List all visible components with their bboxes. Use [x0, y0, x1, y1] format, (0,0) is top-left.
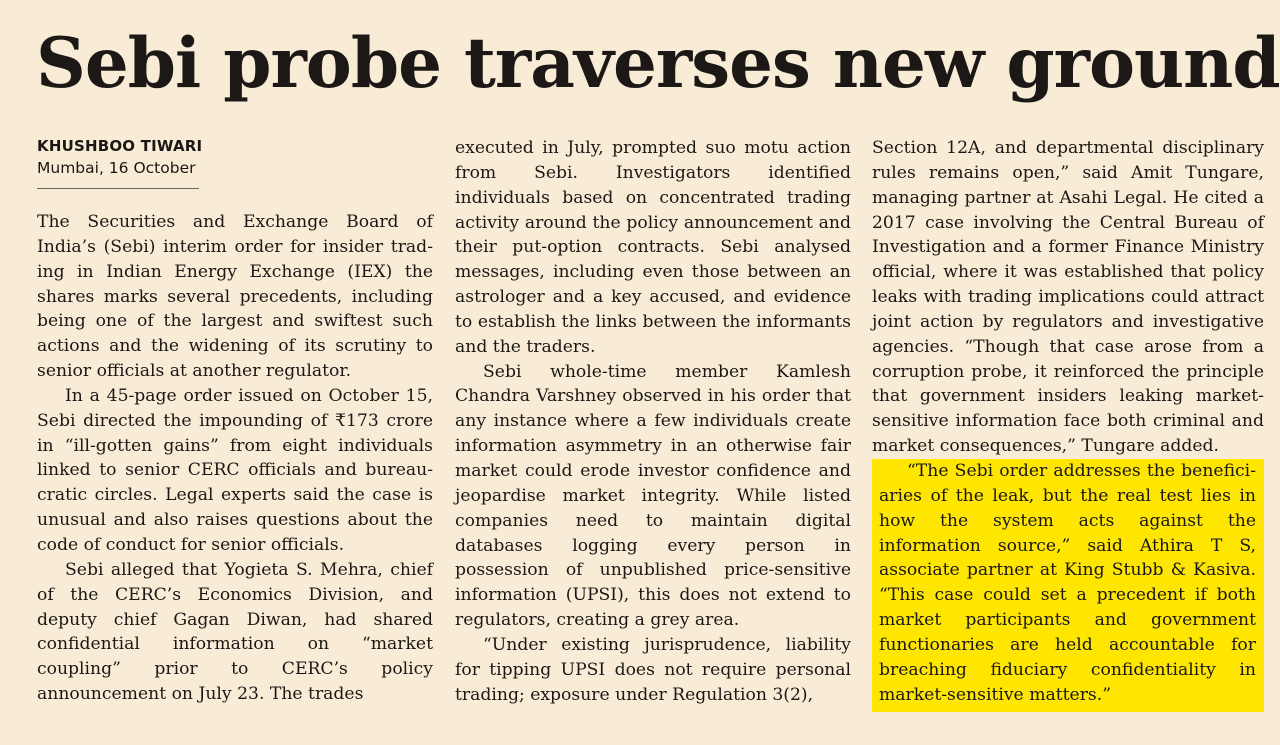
- paragraph-1: The Securities and Exchange Board of India’s (Sebi) interim order for insider trading in Indian Energy Exchange (IEX) the shares marks several precedents, including being one of the largest and swiftest such actions and the widening of its scrutiny to senior officials at another regulator.: [37, 212, 433, 382]
- paragraph-5-continued: Section 12A, and departmental disciplinary rules remains open,” said Amit Tungare, managing partner at Asahi Legal. He cited a 2017 case involving the Central Bureau of Investigation and a former Finance Ministry official, where it was established that policy leaks with trading implications could attract joint action by regulators and investigative agencies. “Though that case arose from a corruption probe, it reinforced the principle that government insiders leaking market-sensitive information face both criminal and market consequences,” Tungare added.: [872, 138, 1264, 457]
- author-name: KHUSHBOO TIWARI: [37, 137, 203, 155]
- article-column-3: [872, 136, 1264, 710]
- paragraph-5-start: “Under existing jurisprudence, liability for tipping UPSI does not require personal trading; exposure under Regulation 3(2),: [455, 634, 851, 705]
- headline: Sebi probe traverses new ground: [36, 23, 1280, 104]
- article-column-2: [455, 136, 851, 707]
- highlighted-quote: “The Sebi order addresses the beneficiaries of the leak, but the real test lies in how the system acts against the information source,” said Athira T S, associate partner at King Stubb & Kasiva. “This case could set a precedent if both market participants and government functionaries are held accountable for breaching fiduciary confidentiality in market-sensitive matters.”: [872, 459, 1264, 710]
- paragraph-3-continued: executed in July, prompted suo motu action from Sebi. Investigators identified individuals based on concentrated trading activity around the policy announcement and their put-option contracts. Sebi analysed messages, including even those between an astrologer and a key accused, and evidence to establish the links between the informants and the traders.: [455, 138, 851, 357]
- byline: [37, 136, 203, 189]
- dateline: Mumbai, 16 October: [37, 159, 196, 177]
- paragraph-3-start: Sebi alleged that Yogieta S. Mehra, chief of the CERC’s Economics Division, and deputy chief Gagan Diwan, had shared confidential information on “market coupling” prior to CERC’s policy announcement on July 23. The trades: [37, 559, 433, 705]
- paragraph-2: In a 45-page order issued on October 15, Sebi directed the impounding of ₹173 crore in “ill-gotten gains” from eight individuals linked to senior CERC officials and bureaucratic circles. Legal experts said the case is unusual and also raises questions about the code of conduct for senior officials.: [37, 385, 433, 555]
- article-column-1: [37, 210, 433, 707]
- paragraph-4: Sebi whole-time member Kamlesh Chandra Varshney observed in his order that any instance where a few individuals create information asymmetry in an otherwise fair market could erode investor confidence and jeopardise market integrity. While listed companies need to maintain digital databases logging every person in possession of unpublished price-sensitive information (UPSI), this does not extend to regulators, creating a grey area.: [455, 361, 851, 631]
